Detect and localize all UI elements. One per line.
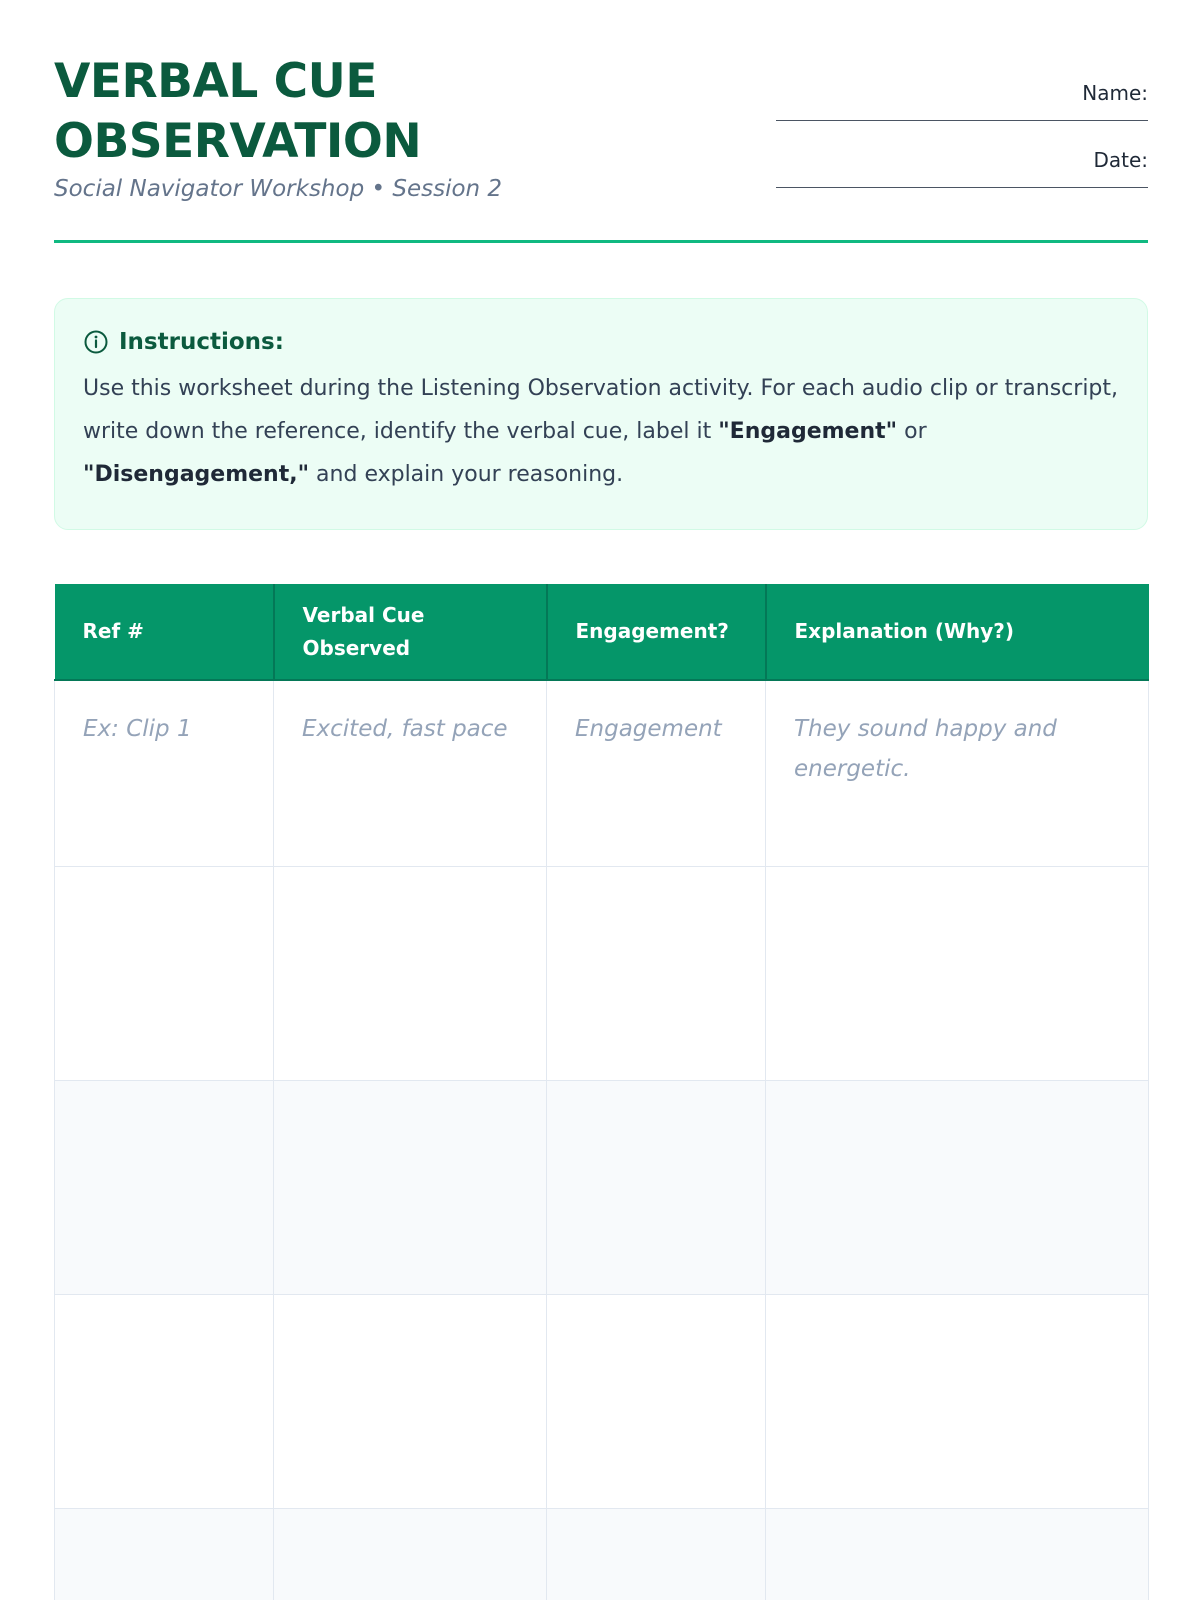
name-label: Name: [1082,81,1148,105]
col-header-ref: Ref # [55,584,274,680]
name-line[interactable] [776,120,1148,121]
example-engagement-cell: Engagement [547,680,766,866]
instructions-text [83,367,1119,496]
engagement-cell[interactable] [547,1080,766,1294]
observation-table [54,584,1149,1600]
instructions-heading [83,329,1119,355]
cue-cell[interactable] [274,1294,547,1508]
ref-cell[interactable] [55,1080,274,1294]
instructions-text-1: Use this worksheet during the Listening Observation activity. For each audio clip or transcript, write down the reference, identify the verbal cue, label it [83,376,1119,444]
example-explanation-cell: They sound happy and energetic. [766,680,1149,866]
instructions-text-3: and explain your reasoning. [309,462,624,487]
explanation-cell[interactable] [766,1080,1149,1294]
table-row [55,1080,1149,1294]
title-line-2: OBSERVATION [54,114,422,169]
ref-cell[interactable] [55,866,274,1080]
page-title [54,52,614,172]
student-fields [768,80,1148,214]
explanation-cell[interactable] [766,866,1149,1080]
title-line-1: VERBAL CUE [54,54,377,109]
page-subtitle: Social Navigator Workshop • Session 2 [54,176,503,202]
table-header-row [55,584,1149,680]
table-row [55,1294,1149,1508]
example-row [55,680,1149,866]
engagement-cell[interactable] [547,1508,766,1600]
cue-cell[interactable] [274,1508,547,1600]
instructions-text-2: or [897,419,927,444]
cue-cell[interactable] [274,1080,547,1294]
info-circle-icon [83,329,109,355]
col-header-engagement: Engagement? [547,584,766,680]
table-row [55,866,1149,1080]
ref-cell[interactable] [55,1508,274,1600]
date-line[interactable] [776,187,1148,188]
header-divider [54,240,1148,243]
observation-table-wrapper [54,584,1148,1600]
explanation-cell[interactable] [766,1508,1149,1600]
instructions-bold-disengagement: "Disengagement," [83,462,310,487]
table-row [55,1508,1149,1600]
instructions-bold-engagement: "Engagement" [718,419,898,444]
worksheet-header [54,52,1148,242]
col-header-explanation: Explanation (Why?) [766,584,1149,680]
date-label: Date: [1093,148,1148,172]
engagement-cell[interactable] [547,1294,766,1508]
instructions-title: Instructions: [119,329,284,355]
ref-cell[interactable] [55,1294,274,1508]
example-ref-cell: Ex: Clip 1 [55,680,274,866]
example-cue-cell: Excited, fast pace [274,680,547,866]
col-header-verbal-cue: Verbal Cue Observed [274,584,547,680]
explanation-cell[interactable] [766,1294,1149,1508]
cue-cell[interactable] [274,866,547,1080]
instructions-box [54,298,1148,530]
engagement-cell[interactable] [547,866,766,1080]
